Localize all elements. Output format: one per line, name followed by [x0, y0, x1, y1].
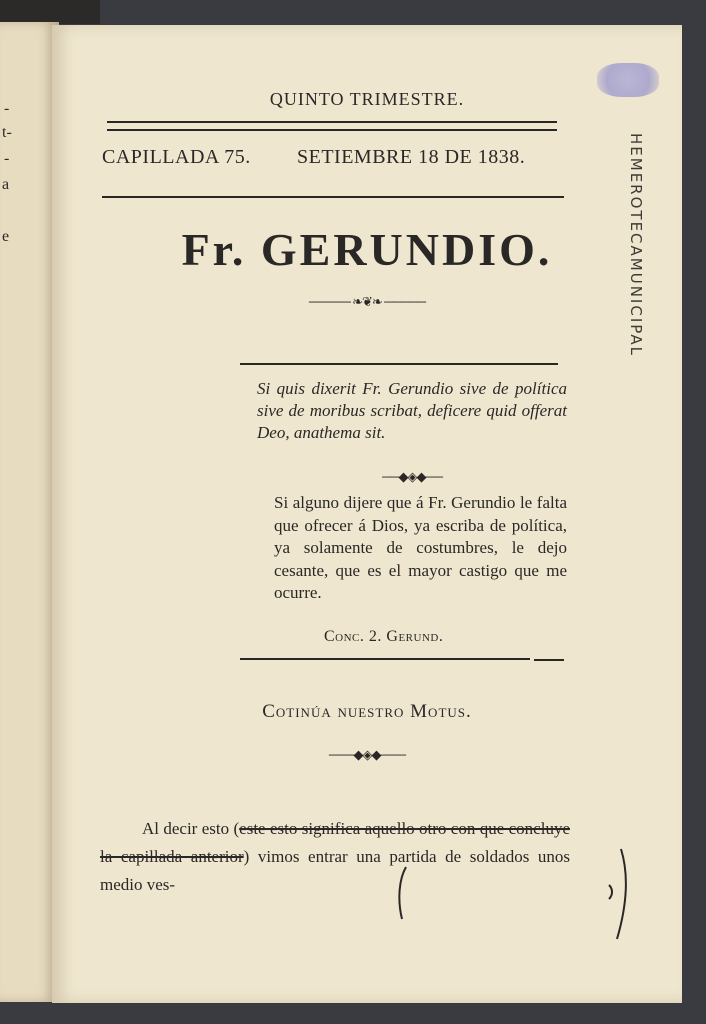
- header-rule: [102, 196, 564, 198]
- left-page-fragment: -: [4, 100, 10, 117]
- left-page-fragment: t-: [2, 124, 12, 141]
- library-seal-stamp: [597, 63, 659, 97]
- right-background-edge: [682, 22, 706, 1022]
- epigraph-top-rule: [240, 363, 558, 365]
- handwritten-margin-mark: [607, 845, 637, 945]
- epigraph-citation: Conc. 2. Gerund.: [324, 628, 444, 645]
- header-double-rule: [107, 121, 557, 131]
- body-text-end: ) vimos entrar una partida de soldados unos medio ves-: [100, 847, 571, 894]
- epigraph-ornament: ──◆◈◆──: [382, 469, 442, 484]
- series-label: QUINTO TRIMESTRE.: [269, 89, 465, 109]
- epigraph-bottom-rule-end: [534, 659, 564, 661]
- body-paragraph: [100, 815, 570, 899]
- body-text-start: Al decir esto (: [142, 819, 240, 838]
- left-page-fragment: a: [2, 176, 10, 193]
- epigraph-latin: Si quis dixerit Fr. Gerundio sive de política sive de moribus scribat, deficere quid offerat Deo, anathema sit.: [257, 379, 567, 442]
- stamp-line-2: MUNICIPAL: [627, 257, 645, 357]
- book-spine-top: [0, 0, 100, 24]
- issue-date: SETIEMBRE 18 DE 1838.: [297, 146, 526, 168]
- handwritten-bracket-mark: [392, 863, 412, 923]
- issue-number: CAPILLADA 75.: [102, 146, 251, 168]
- library-stamp-text: [627, 133, 645, 357]
- section-heading: Cotinúa nuestro Motus.: [262, 701, 472, 722]
- left-page-edge: [0, 22, 59, 1002]
- masthead-title: Fr. GERUNDIO.: [181, 224, 553, 275]
- left-page-fragment: -: [4, 150, 10, 167]
- title-ornament: ───── ❧❦❧ ─────: [308, 294, 426, 309]
- newspaper-page: [52, 25, 682, 1003]
- epigraph-bottom-rule: [240, 658, 530, 660]
- struck-through-text: este esto significa aquello otro con que concluye la capillada anterior: [100, 819, 570, 866]
- section-ornament: ───◆◈◆───: [328, 747, 406, 762]
- epigraph-spanish: Si alguno dijere que á Fr. Gerundio le falta que ofrecer á Dios, ya escriba de política, ya solamente de costumbres, le dejo cesante, que es el mayor castigo que me ocurre.: [274, 493, 567, 602]
- stamp-line-1: HEMEROTECA: [627, 133, 645, 258]
- left-page-fragment: e: [2, 228, 10, 245]
